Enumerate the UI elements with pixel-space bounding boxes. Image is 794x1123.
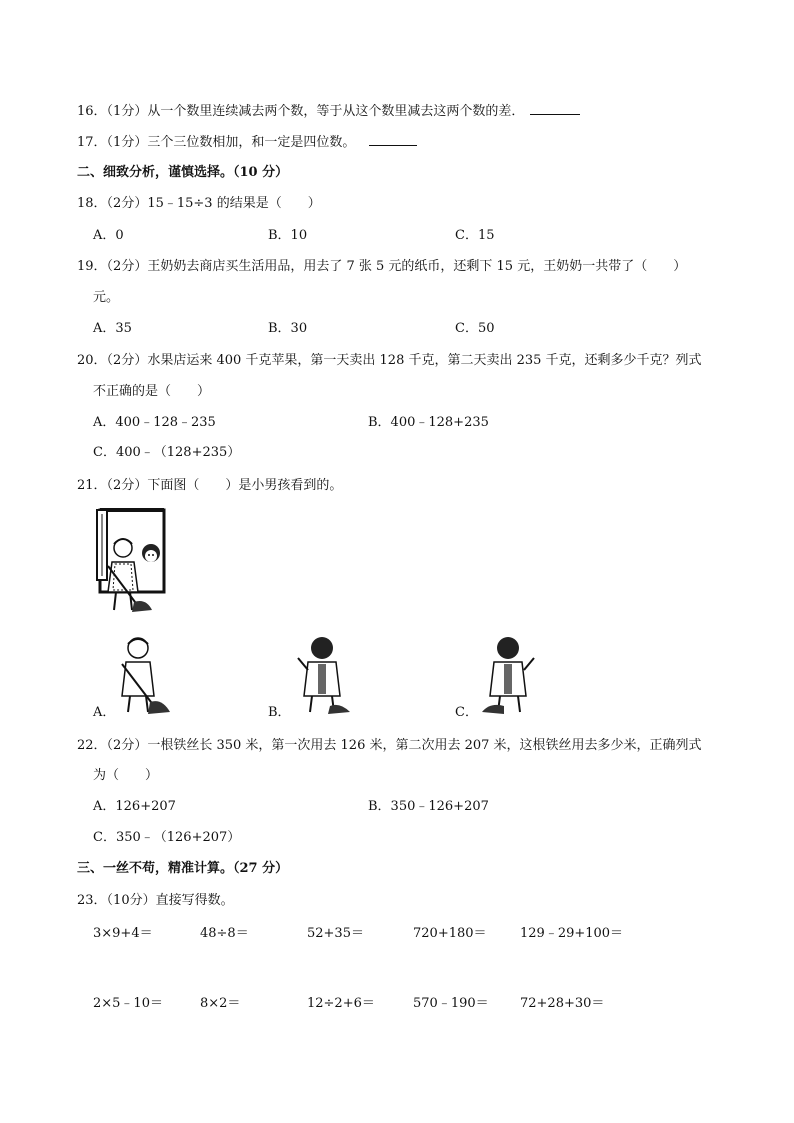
question-20-text-cont: 不正确的是（ ） xyxy=(93,384,211,399)
option-c[interactable]: C．400﹣（128+235） xyxy=(93,445,241,460)
calc-item[interactable]: 12÷2+6＝ xyxy=(307,996,375,1011)
calc-item[interactable]: 72+28+30＝ xyxy=(520,996,605,1011)
calc-item[interactable]: 720+180＝ xyxy=(413,926,487,941)
grandma-front-illustration xyxy=(118,634,174,716)
question-16-text: 16．（1分）从一个数里连续减去两个数，等于从这个数里减去这两个数的差． xyxy=(77,104,525,119)
question-17 xyxy=(77,133,417,152)
option-a[interactable]: A．126+207 xyxy=(93,799,176,814)
calc-item[interactable]: 8×2＝ xyxy=(200,996,241,1011)
option-c[interactable]: C． xyxy=(455,705,478,720)
option-a[interactable]: A．0 xyxy=(93,228,124,243)
question-22-text: 22．（2分）一根铁丝长 350 米，第一次用去 126 米，第二次用去 207 米，这根铁丝用去多少米，正确列式 xyxy=(77,738,702,753)
option-b[interactable]: B． xyxy=(268,705,291,720)
question-17-text: 17．（1分）三个三位数相加，和一定是四位数。 xyxy=(77,135,356,150)
option-b[interactable]: B．10 xyxy=(268,228,308,243)
option-b[interactable]: B．30 xyxy=(268,321,308,336)
question-16 xyxy=(77,102,580,121)
section-2-title: 二、细致分析，谨慎选择。（10 分） xyxy=(77,165,289,180)
calc-item[interactable]: 570﹣190＝ xyxy=(413,996,489,1011)
calc-item[interactable]: 52+35＝ xyxy=(307,926,364,941)
answer-blank[interactable] xyxy=(369,133,417,146)
question-22-text-cont: 为（ ） xyxy=(93,768,159,783)
question-21-text: 21．（2分）下面图（ ）是小男孩看到的。 xyxy=(77,478,343,493)
question-19-text: 19．（2分）王奶奶去商店买生活用品，用去了 7 张 5 元的纸币，还剩下 15 元，王奶奶一共带了（ ） xyxy=(77,259,687,274)
option-a[interactable]: A．400﹣128﹣235 xyxy=(93,415,216,430)
option-a[interactable]: A．35 xyxy=(93,321,132,336)
option-c[interactable]: C．15 xyxy=(455,228,495,243)
section-3-title: 三、一丝不苟，精准计算。（27 分） xyxy=(77,861,289,876)
option-a[interactable]: A． xyxy=(93,705,116,720)
grandma-back-mirrored-illustration xyxy=(478,634,538,716)
option-b[interactable]: B．350﹣126+207 xyxy=(368,799,489,814)
calc-item[interactable]: 3×9+4＝ xyxy=(93,926,153,941)
grandma-back-illustration xyxy=(294,634,354,716)
option-b[interactable]: B．400﹣128+235 xyxy=(368,415,489,430)
question-23-text: 23．（10分）直接写得数。 xyxy=(77,893,234,908)
option-c[interactable]: C．50 xyxy=(455,321,495,336)
answer-blank[interactable] xyxy=(530,102,580,115)
window-scene-illustration xyxy=(94,506,174,618)
calc-item[interactable]: 129﹣29+100＝ xyxy=(520,926,624,941)
calc-item[interactable]: 48÷8＝ xyxy=(200,926,249,941)
option-c[interactable]: C．350﹣（126+207） xyxy=(93,830,241,845)
question-19-text-cont: 元。 xyxy=(93,290,120,305)
question-18-text: 18．（2分）15﹣15÷3 的结果是（ ） xyxy=(77,196,321,211)
calc-item[interactable]: 2×5﹣10＝ xyxy=(93,996,163,1011)
question-20-text: 20．（2分）水果店运来 400 千克苹果，第一天卖出 128 千克，第二天卖出 235 千克，还剩多少千克？列式 xyxy=(77,353,702,368)
